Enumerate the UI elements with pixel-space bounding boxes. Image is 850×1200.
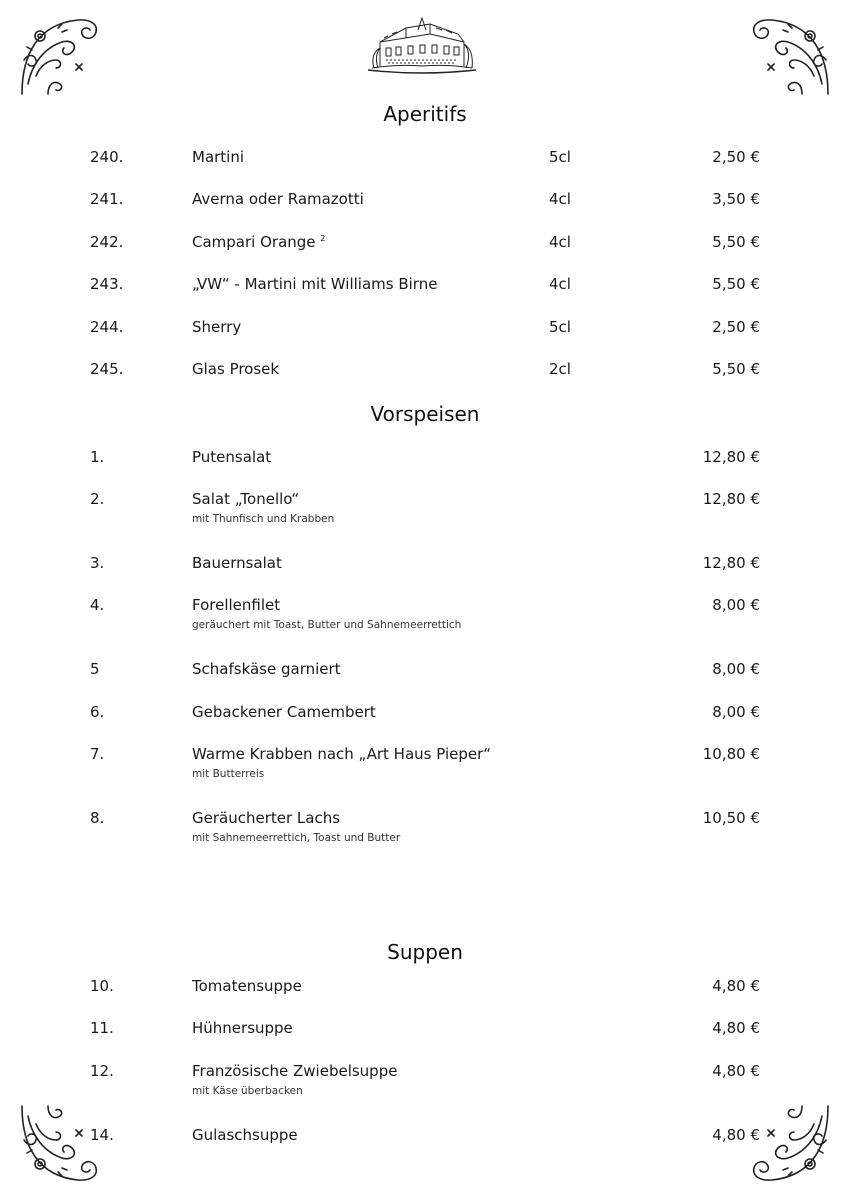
item-volume: 4cl [549, 190, 571, 208]
item-number: 7. [90, 745, 105, 763]
item-number: 240. [90, 148, 124, 166]
item-name: Hühnersuppe [192, 1019, 293, 1037]
section-title-aperitifs: Aperitifs [383, 102, 467, 126]
item-number: 241. [90, 190, 124, 208]
item-price: 8,00 € [712, 703, 760, 721]
item-name: Glas Prosek [192, 360, 280, 378]
item-price: 4,80 € [712, 1019, 760, 1037]
item-name: Bauernsalat [192, 554, 282, 572]
item-number: 8. [90, 809, 105, 827]
item-number: 11. [90, 1019, 114, 1037]
item-number: 14. [90, 1126, 114, 1144]
item-number: 243. [90, 275, 124, 293]
item-name: Forellenfilet [192, 596, 281, 614]
item-number: 6. [90, 703, 105, 721]
menu-item [0, 233, 850, 255]
menu-item [0, 148, 850, 170]
menu-item [0, 1062, 850, 1097]
item-volume: 5cl [549, 148, 571, 166]
item-name: Salat „Tonello“ [192, 490, 300, 508]
item-number: 5 [90, 660, 100, 678]
item-price: 8,00 € [712, 596, 760, 614]
item-name: Schafskäse garniert [192, 660, 341, 678]
item-description: mit Käse überbacken [192, 1085, 303, 1097]
item-name: Gulaschsuppe [192, 1126, 298, 1144]
item-volume: 5cl [549, 318, 571, 336]
item-price: 12,80 € [702, 490, 760, 508]
item-name: Französische Zwiebelsuppe [192, 1062, 398, 1080]
menu-item [0, 190, 850, 212]
item-number: 12. [90, 1062, 114, 1080]
item-number: 10. [90, 977, 114, 995]
item-number: 3. [90, 554, 105, 572]
menu-item [0, 360, 850, 382]
menu-item [0, 318, 850, 340]
item-price: 2,50 € [712, 318, 760, 336]
menu-item [0, 275, 850, 297]
menu-item [0, 660, 850, 682]
corner-ornament-top-right [748, 14, 832, 98]
item-description: mit Thunfisch und Krabben [192, 513, 335, 525]
item-price: 12,80 € [702, 448, 760, 466]
item-name-with-footnote [192, 233, 325, 251]
item-volume: 4cl [549, 233, 571, 251]
item-number: 245. [90, 360, 124, 378]
section-title-suppen: Suppen [387, 940, 463, 964]
item-price: 10,50 € [702, 809, 760, 827]
item-name: Putensalat [192, 448, 272, 466]
item-description: geräuchert mit Toast, Butter und Sahnemeerrettich [192, 619, 462, 631]
item-name: Warme Krabben nach „Art Haus Pieper“ [192, 745, 492, 763]
item-name: Martini [192, 148, 245, 166]
item-number: 2. [90, 490, 105, 508]
item-price: 4,80 € [712, 1126, 760, 1144]
menu-item [0, 554, 850, 576]
menu-item [0, 1126, 850, 1148]
footnote-marker: 2 [320, 234, 326, 243]
menu-item [0, 1019, 850, 1041]
item-price: 5,50 € [712, 360, 760, 378]
item-volume: 4cl [549, 275, 571, 293]
menu-item [0, 448, 850, 470]
item-name: Averna oder Ramazotti [192, 190, 364, 208]
item-number: 242. [90, 233, 124, 251]
item-price: 5,50 € [712, 275, 760, 293]
menu-item [0, 490, 850, 525]
item-price: 4,80 € [712, 977, 760, 995]
item-number: 244. [90, 318, 124, 336]
menu-item [0, 596, 850, 631]
item-price: 4,80 € [712, 1062, 760, 1080]
item-description: mit Sahnemeerrettich, Toast und Butter [192, 832, 401, 844]
item-name: Geräucherter Lachs [192, 809, 341, 827]
item-name: Campari Orange [192, 233, 316, 251]
item-volume: 2cl [549, 360, 571, 378]
item-name: „VW“ - Martini mit Williams Birne [192, 275, 438, 293]
restaurant-building-logo [366, 16, 478, 80]
item-price: 12,80 € [702, 554, 760, 572]
item-description: mit Butterreis [192, 768, 265, 780]
item-number: 1. [90, 448, 105, 466]
item-price: 2,50 € [712, 148, 760, 166]
corner-ornament-top-left [18, 14, 102, 98]
section-title-vorspeisen: Vorspeisen [370, 402, 480, 426]
menu-item [0, 809, 850, 844]
item-name: Tomatensuppe [192, 977, 302, 995]
menu-item [0, 745, 850, 780]
item-name: Gebackener Camembert [192, 703, 376, 721]
menu-item [0, 703, 850, 725]
item-number: 4. [90, 596, 105, 614]
item-price: 5,50 € [712, 233, 760, 251]
item-price: 10,80 € [702, 745, 760, 763]
item-name: Sherry [192, 318, 242, 336]
item-price: 3,50 € [712, 190, 760, 208]
menu-item [0, 977, 850, 999]
item-price: 8,00 € [712, 660, 760, 678]
